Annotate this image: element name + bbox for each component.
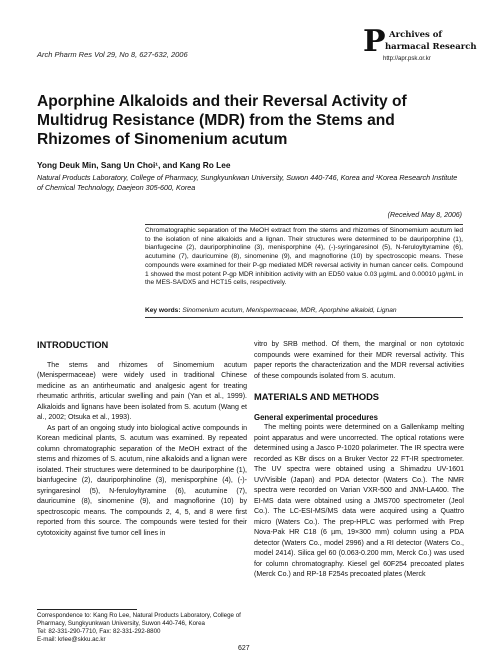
left-column [37, 340, 247, 539]
correspondence-email[interactable]: E-mail: krlee@skku.ac.kr [37, 636, 106, 643]
journal-logo-line2: harmacal Research [385, 42, 477, 52]
introduction-paragraph-continued: vitro by SRB method. Of them, the marginal or non cytotoxic compounds were examined for their MDR reversal activity. This paper reports the characterization and the MDR reversal activities of these compounds isolated from S. acutum. [254, 341, 464, 380]
journal-url[interactable]: http://apr.psk.or.kr [383, 56, 431, 62]
paper-authors: Yong Deuk Min, Sang Un Choi¹, and Kang Ro Lee [37, 160, 231, 170]
introduction-heading: INTRODUCTION [37, 340, 109, 350]
keywords [145, 307, 463, 314]
journal-citation: Arch Pharm Res Vol 29, No 8, 627-632, 2006 [37, 50, 188, 59]
introduction-paragraph-2: As part of an ongoing study into biological active compounds in Korean medicinal plants, S. acutum was examined. By repeated column chromatographic separation of the MeOH extract of the stems and rhizomes of S. acutum, nine alkaloids and a lignan were isolated. Their structures were determined to be dauriporphine (1), bianfugecine (2), dauriporphinoline (3), menisporphine (4), (-)-syringaresinol (5), N-feruloyltyramine (6), acutumine (7), dauricumine (8), sinomenine (9), and magnoflorine (10) by spectroscopic means. The compounds 2, 4, 5, and 8 were first reported from this source. The compounds were tested for their cytotoxicity against five tumor cell lines in [37, 424, 247, 537]
right-column [254, 340, 464, 581]
page-number: 627 [238, 645, 250, 652]
correspondence-phone: Tel: 82-331-290-7710, Fax: 82-331-292-8800 [37, 628, 161, 635]
introduction-paragraph-1: The stems and rhizomes of Sinomemium acutum (Menispermaceae) were widely used in traditional Chinese medicine as an antirheumatic and analgesic agent for treating rheumatic arthritis, articular swelling and pain (Yan et al., 1999). Alkaloids and lignans have been isolated from S. acutum (Wang et al., 2002; Otsuka et al., 1993). [37, 361, 247, 421]
general-procedures-paragraph: The melting points were determined on a Gallenkamp melting point apparatus and were uncorrected. The optical rotations were determined using a Jasco P-1020 polarimeter. The IR spectra were recorded as KBr discs on a Bruker Vector 22 FT-IR spectrometer. The UV spectra were obtained using a Shimadzu UV-1601 UV/Visible (Japan) and PDA detector (Waters Co.). The NMR spectra were recorded on Varian VXR-500 and JNM-LA400. The EI-MS data were obtained using a JMS700 spectrometer (Jeol Co.). The LC-ESI-MS/MS data were acquired using a Quattro micro (Waters Co.). The prep-HPLC was performed with Prep Nova-Pak HR C18 (6 µm, 19×300 mm) column using a PDA detector (Waters Co., model 2996) and a RI detector (Waters Co., model 2414). Silica gel 60 (0.063-0.200 mm, Merck Co.) was used for column chromatography. Kiesel gel 60F254 precoated plates (Merck Co.) and RP-18 F254s precoated plates (Merck [254, 424, 464, 578]
keywords-label: Key words: [145, 307, 181, 314]
journal-logo [363, 24, 477, 67]
author-affiliation: Natural Products Laboratory, College of Pharmacy, Sungkyunkwan University, Suwon 440-746, Korea and ¹Korea Research Institute of Chemical Technology, Daejeon 305-600, Korea [37, 173, 458, 192]
paper-title: Aporphine Alkaloids and their Reversal Activity of Multidrug Resistance (MDR) from the Stems and Rhizomes of Sinomenium acutum [37, 93, 407, 148]
correspondence-address: Correspondence to: Kang Ro Lee, Natural Products Laboratory, College of Pharmacy, Sungkyunkwan University, Suwon 440-746, Korea [37, 612, 241, 627]
correspondence-note [37, 612, 247, 644]
journal-logo-icon: P [363, 24, 386, 59]
abstract: Chromatographic separation of the MeOH extract from the stems and rhizomes of Sinomemium acutum led to the isolation of nine alkaloids and a lignan. Their structures were determined to be dauriporphine (1), bianfugecine (2), dauriporphinoline (3), menisporphine (4), (-)-syringaresinol (5), N-feruloyltyramine (6), acutumine (7), dauricumine (8), sinomenine (9), and magnoflorine (10) by spectroscopic means. These compounds were examined for their P-gp mediated MDR reversal activity in human cancer cells. Compound 1 showed the most potent P-gp MDR inhibition activity with an ED50 value 0.03 µg/mL and 0.00010 µg/mL in the MES-SA/DX5 and HCT15 cells, respectively. [145, 227, 463, 287]
received-date: (Received May 8, 2006) [387, 212, 462, 219]
methods-heading: MATERIALS AND METHODS [254, 392, 379, 402]
abstract-bottom-rule [145, 317, 463, 318]
general-procedures-subheading: General experimental procedures [254, 412, 378, 422]
footnote-rule [37, 609, 137, 610]
keywords-text: Sinomenium acutum, Menispermaceae, MDR, Aporphine alkaloid, Lignan [182, 307, 397, 314]
journal-logo-line1: Archives of [389, 30, 443, 40]
abstract-top-rule [145, 224, 463, 225]
